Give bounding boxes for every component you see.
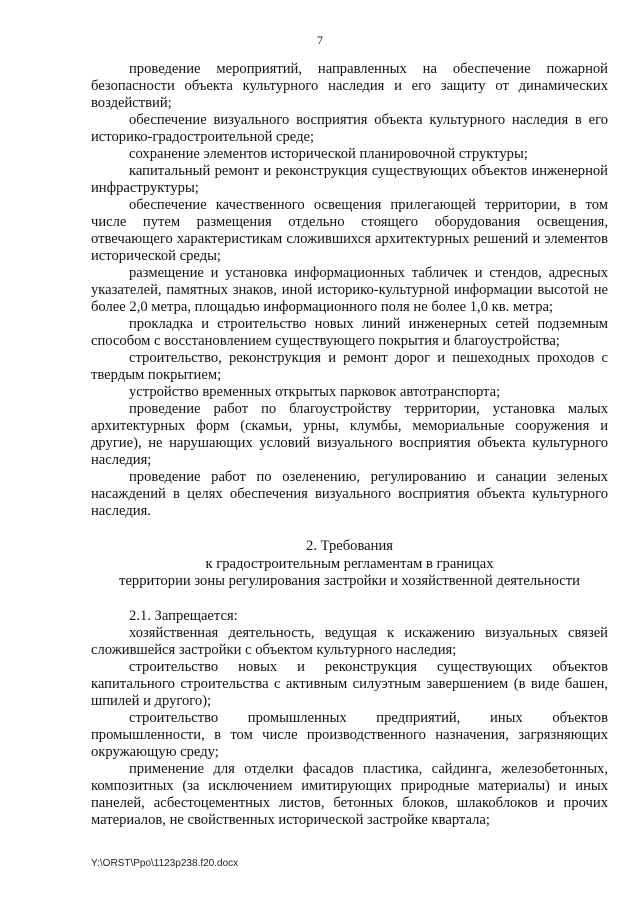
- list-item: строительство новых и реконструкция существующих объектов капитального строительства с активным силуэтным завершением (в виде башен, шпилей и другого);: [91, 658, 608, 709]
- list-item: применение для отделки фасадов пластика, сайдинга, железобетонных, композитных (за исключением имитирующих природные материалы) и иных панелей, асбестоцементных листов, бетонных блоков, шлакоблоков и прочих материалов, не свойственных исторической застройке квартала;: [91, 760, 608, 828]
- heading-subtitle-2: территории зоны регулирования застройки и хозяйственной деятельности: [119, 573, 580, 589]
- allowed-works-list: [91, 61, 608, 520]
- list-item: обеспечение визуального восприятия объекта культурного наследия в его историко-градостроительной среде;: [91, 112, 608, 145]
- list-item: устройство временных открытых парковок автотранспорта;: [129, 384, 501, 400]
- file-path-footer: Y:\ORST\Ppo\1123p238.f20.docx: [91, 858, 239, 869]
- list-item: проведение работ по благоустройству территории, установка малых архитектурных форм (скамьи, урны, клумбы, мемориальные сооружения и другие), не нарушающих условий визуального восприятия объекта культурного наследия;: [91, 401, 608, 468]
- prohibited-works-list: [91, 608, 608, 829]
- list-item: строительство, реконструкция и ремонт дорог и пешеходных проходов с твердым покрытием;: [91, 350, 608, 383]
- heading-subtitle: к градостроительным регламентам в границах: [205, 555, 494, 572]
- document-body: [91, 61, 608, 829]
- list-item: обеспечение качественного освещения прилегающей территории, в том числе путем размещения отдельно стоящего оборудования освещения, отвечающего характеристикам сложившихся архитектурных решений и элементов исторической среды;: [91, 197, 608, 264]
- subsection-title: 2.1. Запрещается:: [129, 607, 238, 624]
- list-item: размещение и установка информационных табличек и стендов, адресных указателей, памятных знаков, иной историко-культурной информации высотой не более 2,0 метра, площадью информационного поля не более 1,0 кв. метра;: [91, 265, 608, 315]
- page-number: 7: [317, 33, 323, 47]
- heading-title: 2. Требования: [306, 538, 393, 554]
- list-item: капитальный ремонт и реконструкция существующих объектов инженерной инфраструктуры;: [91, 163, 608, 196]
- list-item: проведение работ по озеленению, регулированию и санации зеленых насаждений в целях обеспечения визуального восприятия объекта культурного наследия.: [91, 469, 608, 519]
- list-item: хозяйственная деятельность, ведущая к искажению визуальных связей сложившейся застройки с объектом культурного наследия;: [91, 624, 608, 658]
- list-item: проведение мероприятий, направленных на обеспечение пожарной безопасности объекта культурного наследия и его защиту от динамических воздействий;: [91, 61, 608, 111]
- section-heading: [91, 538, 608, 591]
- list-item: строительство промышленных предприятий, иных объектов промышленности, в том числе производственного назначения, загрязняющих окружающую среду;: [91, 709, 608, 760]
- list-item: прокладка и строительство новых линий инженерных сетей подземным способом с восстановлением существующего покрытия и благоустройства;: [91, 316, 608, 349]
- list-item: сохранение элементов исторической планировочной структуры;: [129, 146, 528, 162]
